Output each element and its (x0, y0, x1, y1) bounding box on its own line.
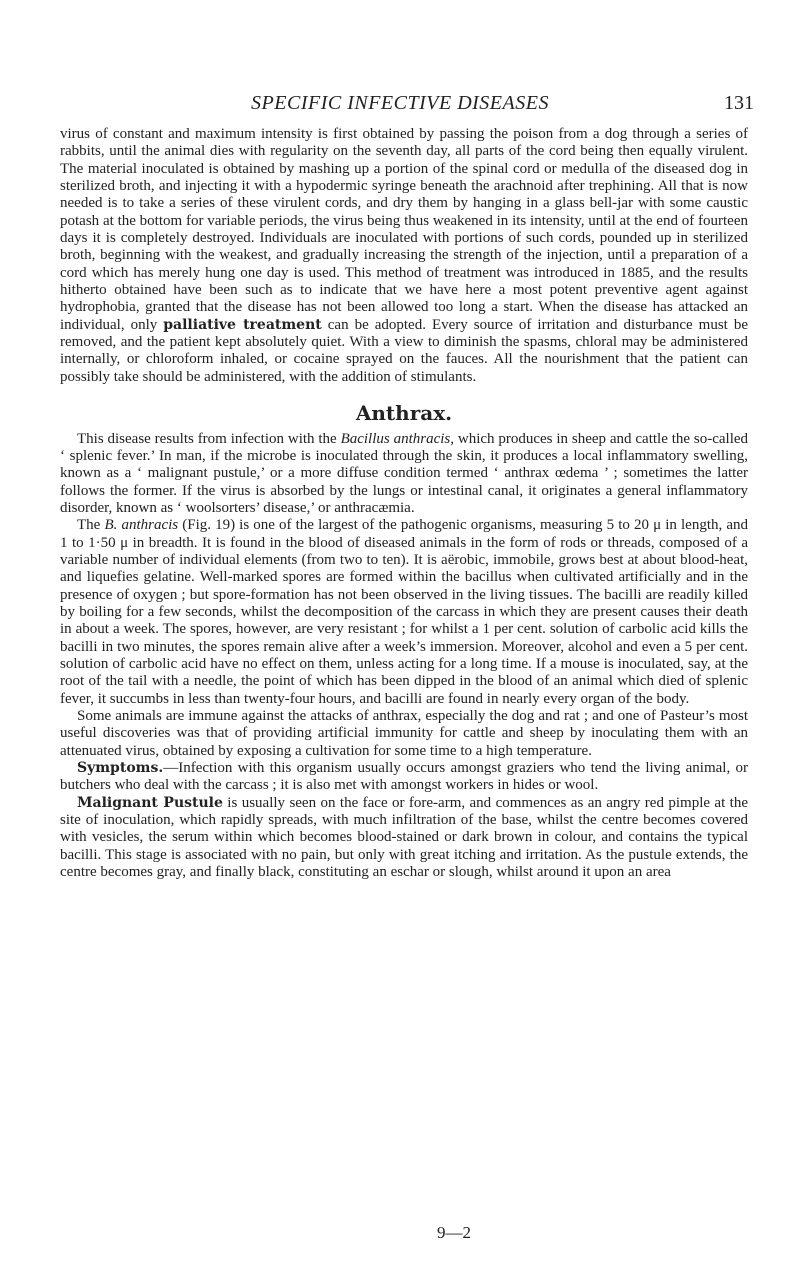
symptoms-heading: Symptoms. (77, 760, 164, 777)
palliative-treatment-term: palliative treatment (163, 316, 322, 333)
paragraph-bacillus-description: The B. anthracis (Fig. 19) is one of the largest of the pathogenic organisms, measuring 5 to 20 μ in length, and 1 to 1·50 μ in breadth. It is found in the blood of diseased animals in the form of rods or threads, composed of a variable number of individual elements (from two to ten). It is aërobic, immobile, grows best at about blood-heat, and liquefies gelatine. Well-marked spores are formed within the bacillus when cultivated artificially and in the presence of oxygen ; but spore-formation has not been observed in the living tissues. The bacilli are readily killed by boiling for a few seconds, whilst the decomposition of the carcass in which they are present causes their death in about a week. The spores, however, are very resistant ; for whilst a 1 per cent. solution of carbolic acid kills the bacilli in two minutes, the spores remain alive after a week’s immersion. Moreover, alcohol and even a 5 per cent. solution of carbolic acid have no effect on them, unless acting for a long time. If a mouse is inoculated, say, at the root of the tail with a needle, the point of which has been dipped in the blood of an animal which died of splenic fever, it succumbs in less than twenty-four hours, and bacilli are found in nearly every organ of the body. (60, 517, 749, 707)
section-title-anthrax: Anthrax. (355, 401, 453, 426)
page-number: 131 (724, 92, 754, 114)
paragraph-symptoms: Symptoms.—Infection with this organism usually occurs amongst graziers who tend the living animal, or butchers who deal with the carcass ; it is also met with amongst workers in hides or wool. (60, 760, 748, 794)
paragraph-malignant-pustule: Malignant Pustule is usually seen on the face or fore-arm, and commences as an angry red pimple at the site of inoculation, which rapidly spreads, with much infiltration of the base, whilst the centre becomes covered with vesicles, the serum within which becomes blood-stained or dark brown in colour, and contains the typical bacilli. This stage is associated with no pain, but only with great itching and irritation. As the pustule extends, the centre becomes gray, and finally black, constituting an eschar or slough, whilst around it upon an area (60, 794, 748, 881)
bacillus-abbrev: B. anthracis (104, 517, 179, 534)
paragraph-anthrax-intro: This disease results from infection with the Bacillus anthracis, which produces in sheep and cattle the so-called ‘ splenic fever.’ In man, if the microbe is inoculated through the skin, it produces a local inflammatory swelling, known as a ‘ malignant pustule,’ or a more diffuse condition termed ‘ anthrax œdema ’ ; sometimes the latter follows the former. If the virus is absorbed by the lungs or intestinal canal, it originates a general inflammatory disorder, known as ‘ woolsorters’ disease,’ or anthracæmia. (60, 430, 749, 516)
paragraph-rabies-treatment: virus of constant and maximum intensity is first obtained by passing the poison from a dog through a series of rabbits, until the animal dies with regularity on the seventh day, all parts of the cord being then equally virulent. The material inoculated is obtained by mashing up a portion of the spinal cord or medulla of the diseased dog in sterilized broth, and injecting it with a hypodermic syringe beneath the arachnoid after trephining. All that is now needed is to take a series of these virulent cords, and dry them by hanging in a glass bell-jar with some caustic potash at the bottom for variable periods, the virus being thus weakened in its intensity, until at the end of fourteen days it is completely destroyed. Individuals are inoculated with portions of such cords, pounded up in sterilized broth, beginning with the weakest, and gradually increasing the strength of the injection, until a preparation of a cord which has merely hung one day is used. This method of treatment was introduced in 1885, and the results hitherto obtained have been such as to indicate that we have here a most potent preventive agent against hydrophobia, granted that the disease has not been allowed too long a start. When the disease has attacked an individual, only palliative treatment can be adopted. Every source of irritation and disturbance must be removed, and the patient kept absolutely quiet. With a view to diminish the spasms, chloral may be administered internally, or chloroform inhaled, or cocaine sprayed on the fauces. All the nourishment that the patient can possibly take should be administered, with the addition of stimulants. (60, 126, 749, 385)
bacillus-name: Bacillus anthracis, (340, 430, 454, 447)
signature-mark: 9—2 (437, 1223, 471, 1242)
running-head: SPECIFIC INFECTIVE DISEASES (251, 92, 549, 114)
paragraph-immunity: Some animals are immune against the attacks of anthrax, especially the dog and rat ; and one of Pasteur’s most useful discoveries was that of providing artificial immunity for cattle and sheep by inoculating them with an attenuated virus, obtained by exposing a cultivation for some time to a high temperature. (60, 708, 748, 759)
body-text (60, 126, 748, 881)
malignant-pustule-heading: Malignant Pustule (77, 794, 223, 811)
